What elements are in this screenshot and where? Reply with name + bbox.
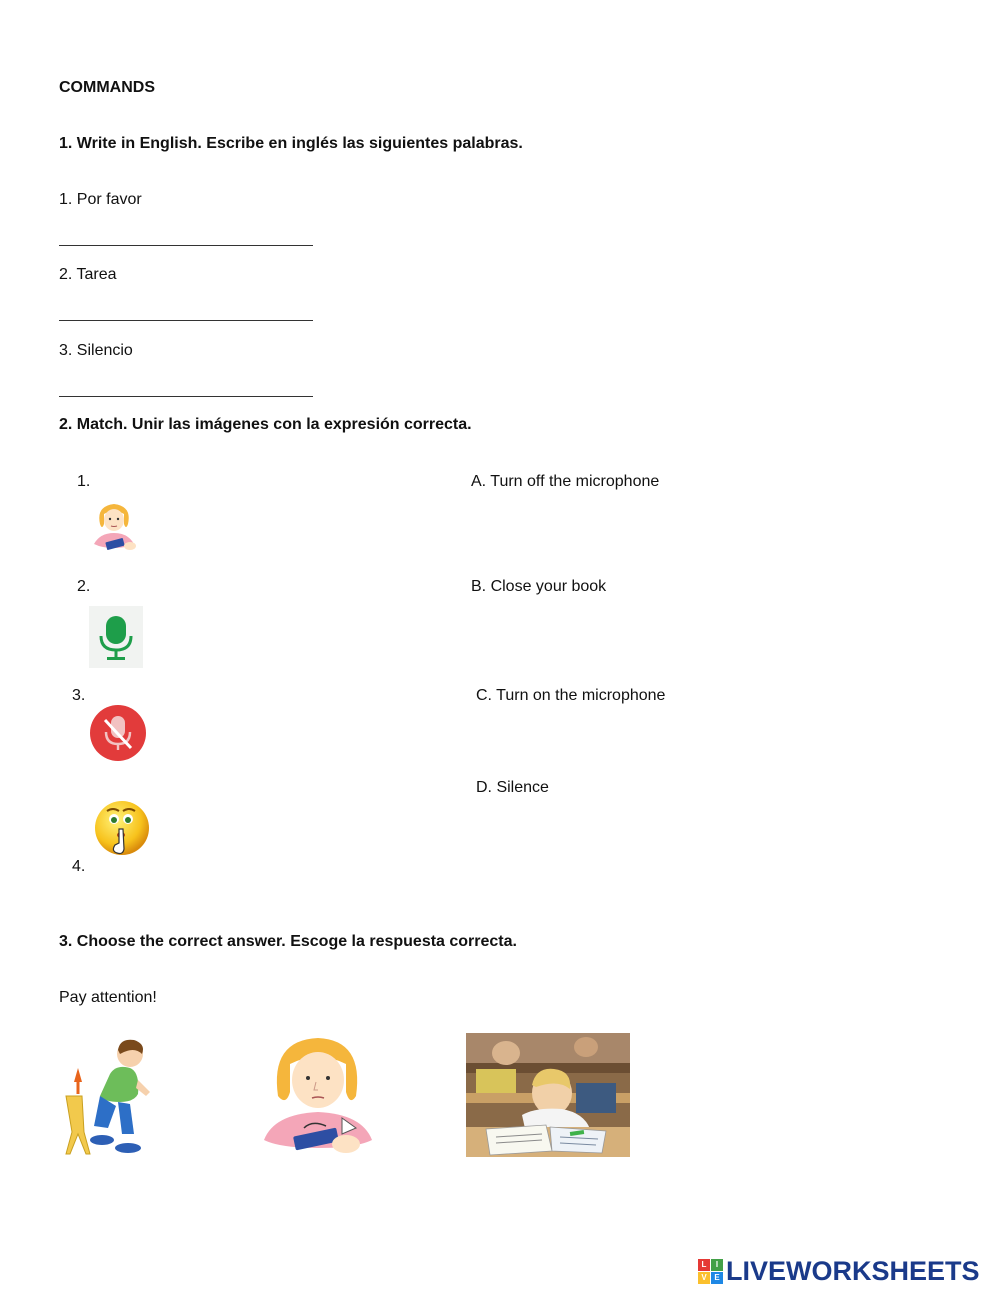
section1-item-2: 2. Tarea: [59, 266, 117, 283]
muted-microphone-image: [89, 704, 147, 762]
green-microphone-image: [89, 606, 143, 668]
section1-item-3: 3. Silencio: [59, 342, 133, 359]
logo-tile-i: I: [711, 1259, 723, 1271]
student-writing-in-class-image[interactable]: [466, 1033, 630, 1157]
match-number-3: 3.: [72, 687, 86, 704]
answer-line-3[interactable]: [59, 396, 313, 397]
match-option-a: A. Turn off the microphone: [471, 473, 660, 490]
boy-sitting-down-image[interactable]: [60, 1036, 156, 1158]
section1-heading: 1. Write in English. Escribe en inglés las siguientes palabras.: [59, 135, 523, 152]
section2-heading: 2. Match. Unir las imágenes con la expresión correcta.: [59, 416, 472, 433]
match-number-4: 4.: [72, 858, 86, 875]
section1-item-1: 1. Por favor: [59, 191, 142, 208]
logo-tile-e: E: [711, 1272, 723, 1284]
match-option-c: C. Turn on the microphone: [476, 687, 666, 704]
silence-emoji-image: [93, 799, 153, 859]
match-number-1: 1.: [77, 473, 91, 490]
answer-line-2[interactable]: [59, 320, 313, 321]
match-number-2: 2.: [77, 578, 91, 595]
logo-tile-l: L: [698, 1259, 710, 1271]
answer-line-1[interactable]: [59, 245, 313, 246]
girl-closing-book-image: [86, 500, 142, 558]
liveworksheets-logo: [698, 1256, 980, 1287]
section3-heading: 3. Choose the correct answer. Escoge la respuesta correcta.: [59, 933, 517, 950]
logo-tile-v: V: [698, 1272, 710, 1284]
logo-tiles: [698, 1259, 723, 1284]
match-option-b: B. Close your book: [471, 578, 607, 595]
page-title: COMMANDS: [59, 79, 155, 96]
match-option-d: D. Silence: [476, 779, 549, 796]
girl-closing-book-large-image[interactable]: [260, 1036, 376, 1160]
logo-wordmark: LIVEWORKSHEETS: [726, 1256, 980, 1286]
section3-prompt: Pay attention!: [59, 989, 157, 1006]
